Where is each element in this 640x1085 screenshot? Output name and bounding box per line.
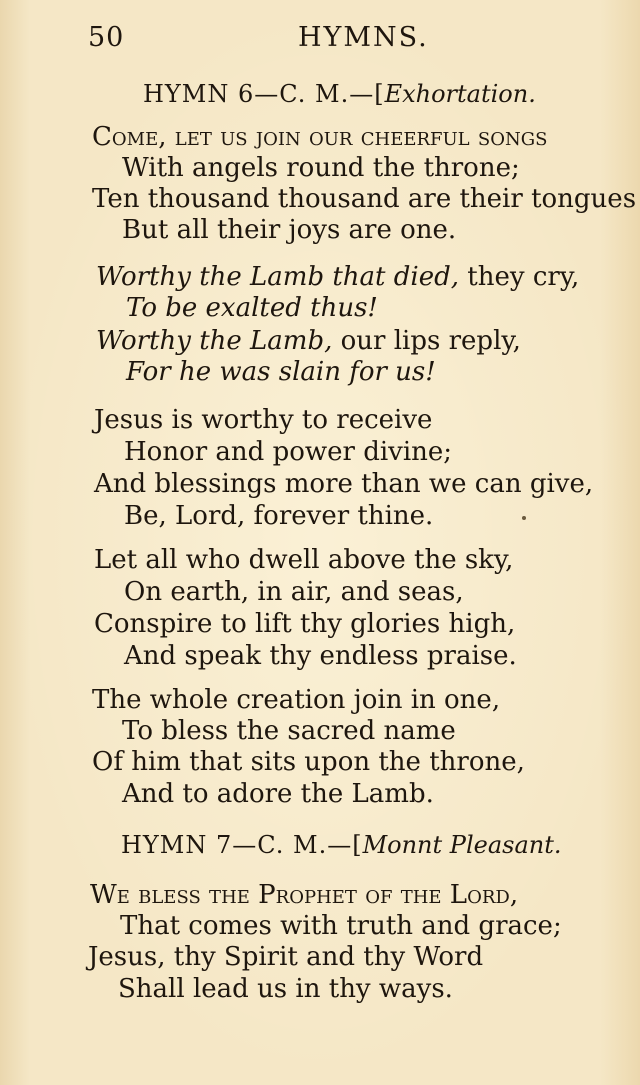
hymn-6-stanza-3-line-4: Be, Lord, forever thine. xyxy=(124,501,434,531)
hymn-6-title-prefix: HYMN 6—C. M.—[ xyxy=(143,80,385,108)
hymn-6-stanza-2-line-4: For he was slain for us! xyxy=(126,357,436,387)
hymn-6-stanza-3-line-3: And blessings more than we can give, xyxy=(94,469,594,499)
hymn-7-stanza-1-line-3: Jesus, thy Spirit and thy Word xyxy=(88,942,484,972)
hymn-7-stanza-1-line-2: That comes with truth and grace; xyxy=(120,911,562,941)
hymn-6-stanza-4-line-2: On earth, in air, and seas, xyxy=(124,577,464,607)
hymn-6-stanza-5-line-1: The whole creation join in one, xyxy=(92,685,501,715)
hymn-6-stanza-3-line-2: Honor and power divine; xyxy=(124,437,453,467)
hymn-6-stanza-2-line-1: Worthy the Lamb that died, they cry, xyxy=(96,262,580,292)
hymn-6-stanza-4-line-1: Let all who dwell above the sky, xyxy=(94,545,514,575)
paper-speck xyxy=(522,516,526,520)
hymn-6-title xyxy=(143,80,536,108)
hymn-7-title xyxy=(121,831,561,859)
hymn-6-stanza-5-line-2: To bless the sacred name xyxy=(122,716,456,746)
hymn-6-stanza-4-line-4: And speak thy endless praise. xyxy=(124,641,517,671)
hymn-6-stanza-1-line-4: But all their joys are one. xyxy=(122,215,457,245)
hymn-6-stanza-2-line-3: Worthy the Lamb, our lips reply, xyxy=(96,326,521,356)
hymn-6-stanza-1-line-3: Ten thousand thousand are their tongues xyxy=(92,184,637,214)
hymn-6-stanza-1-line-1: Come, let us join our cheerful songs xyxy=(92,122,548,152)
hymn-7-stanza-1-line-1: We bless the Prophet of the Lord, xyxy=(90,880,519,910)
hymn-6-stanza-2-line-2: To be exalted thus! xyxy=(126,293,378,323)
hymn-6-stanza-3-line-1: Jesus is worthy to receive xyxy=(94,405,433,435)
hymn-6-stanza-5-line-3: Of him that sits upon the throne, xyxy=(92,747,525,777)
hymn-7-stanza-1-line-4: Shall lead us in thy ways. xyxy=(118,974,453,1004)
hymn-7-title-prefix: HYMN 7—C. M.—[ xyxy=(121,831,363,859)
hymn-6-stanza-1-line-2: With angels round the throne; xyxy=(122,153,520,183)
running-head: HYMNS. xyxy=(298,22,429,53)
page-header xyxy=(0,22,640,62)
hymn-6-tune: Exhortation. xyxy=(384,80,536,108)
hymn-6-stanza-5-line-4: And to adore the Lamb. xyxy=(122,779,434,809)
hymn-7-tune: Monnt Pleasant. xyxy=(362,831,562,859)
page-number: 50 xyxy=(88,22,125,53)
hymn-6-stanza-4-line-3: Conspire to lift thy glories high, xyxy=(94,609,516,639)
